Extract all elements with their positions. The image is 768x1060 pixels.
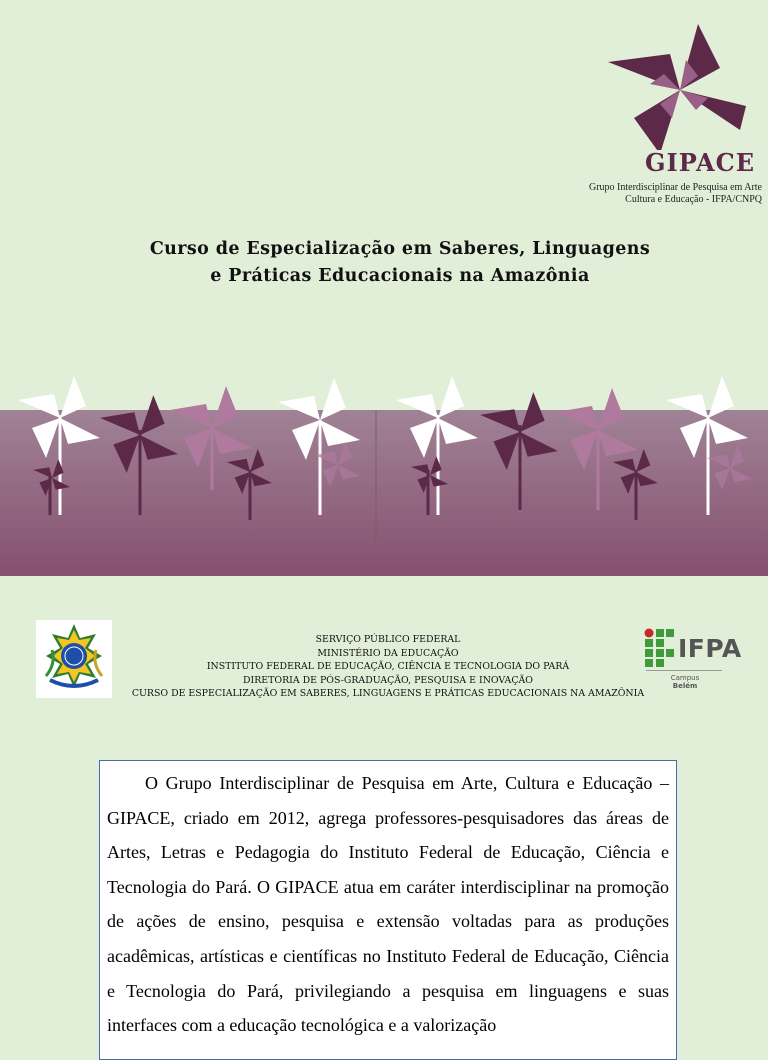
ifpa-logo — [640, 624, 740, 696]
page-title — [100, 236, 700, 290]
brazil-coat-of-arms-icon — [36, 620, 112, 698]
if-grid-icon — [644, 628, 680, 670]
header-line: DIRETORIA DE PÓS-GRADUAÇÃO, PESQUISA E INOVAÇÃO — [243, 674, 533, 686]
divider — [646, 670, 722, 671]
pinwheel-banner — [0, 360, 768, 576]
pinwheel-logo-icon — [540, 20, 760, 150]
pinwheel-banner-illustration — [0, 360, 768, 576]
description-box — [99, 760, 677, 1060]
coat-of-arms-logo — [36, 620, 112, 698]
institution-header — [120, 633, 656, 701]
header-line: INSTITUTO FEDERAL DE EDUCAÇÃO, CIÊNCIA E TECNOLOGIA DO PARÁ — [206, 661, 570, 673]
title-line-2: e Práticas Educacionais na Amazônia — [210, 266, 590, 286]
gipace-subtitle: Grupo Interdisciplinar de Pesquisa em Arte Cultura e Educação - IFPA/CNPQ — [588, 182, 762, 205]
title-line-1: Curso de Especialização em Saberes, Linguagens — [149, 239, 651, 259]
gipace-logo — [540, 20, 760, 210]
ifpa-name: IFPA — [678, 634, 742, 663]
header-line: SERVIÇO PÚBLICO FEDERAL — [315, 634, 461, 645]
description-paragraph: O Grupo Interdisciplinar de Pesquisa em Arte, Cultura e Educação – GIPACE, criado em 2012, agrega professores-pesquisadores das áreas de Artes, Letras e Pedagogia do Instituto Federal de Educação, Ciência e Tecnologia do Pará. O GIPACE atua em caráter interdisciplinar na promoção de ações de ensino, pesquisa e extensão voltadas para as produções acadêmicas, artísticas e científicas no Instituto Federal de Educação, Ciência e Tecnologia do Pará, privilegiando a pesquisa em linguagens e suas interfaces com a educação tecnológica e a valorização — [107, 773, 669, 1036]
header-line: MINISTÉRIO DA EDUCAÇÃO — [317, 647, 459, 659]
header-line: CURSO DE ESPECIALIZAÇÃO EM SABERES, LINGUAGENS E PRÁTICAS EDUCACIONAIS NA AMAZÔNIA — [131, 688, 645, 700]
ifpa-campus: Campus Belém — [670, 674, 700, 690]
gipace-name: GIPACE — [644, 148, 756, 177]
